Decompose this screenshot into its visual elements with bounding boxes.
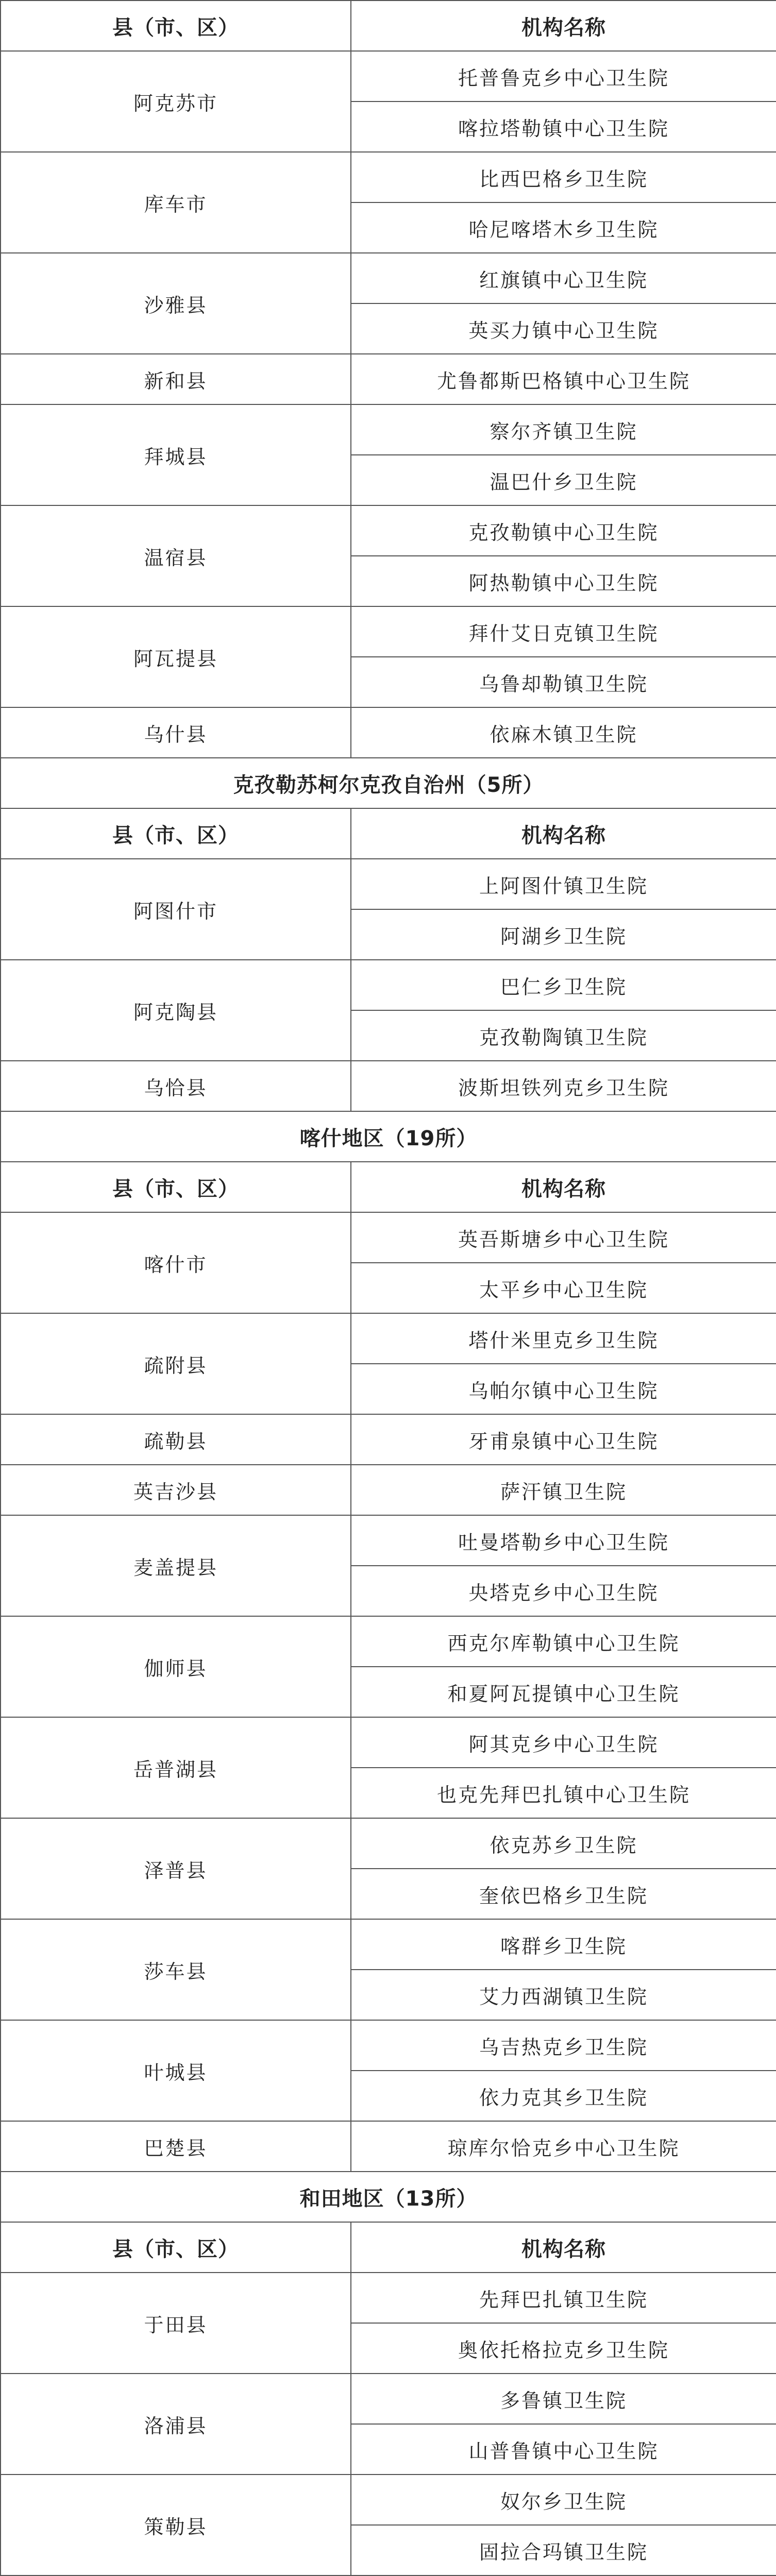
column-header-row <box>1 808 776 859</box>
institution-cell: 山普鲁镇中心卫生院 <box>351 2424 776 2475</box>
institution-cell: 奴尔乡卫生院 <box>351 2475 776 2525</box>
table-row <box>1 1515 776 1566</box>
institution-cell: 和夏阿瓦提镇中心卫生院 <box>351 1667 776 1717</box>
table-row <box>1 1465 776 1515</box>
institution-cell: 萨汗镇卫生院 <box>351 1465 776 1515</box>
table-row <box>1 2121 776 2172</box>
institution-cell: 温巴什乡卫生院 <box>351 455 776 505</box>
county-cell: 麦盖提县 <box>1 1515 351 1616</box>
institution-cell: 英吾斯塘乡中心卫生院 <box>351 1212 776 1263</box>
county-cell: 阿克苏市 <box>1 51 351 152</box>
region-title: 和田地区（13所） <box>1 2172 776 2222</box>
institution-cell: 克孜勒陶镇卫生院 <box>351 1010 776 1061</box>
table-row <box>1 1212 776 1263</box>
table-row <box>1 2374 776 2424</box>
county-cell: 乌什县 <box>1 707 351 758</box>
header-institution: 机构名称 <box>351 1 776 51</box>
institution-cell: 喀拉塔勒镇中心卫生院 <box>351 101 776 152</box>
table-row <box>1 354 776 404</box>
county-cell: 疏附县 <box>1 1313 351 1414</box>
header-county: 县（市、区） <box>1 2222 351 2273</box>
institution-cell: 乌帕尔镇中心卫生院 <box>351 1364 776 1414</box>
institution-cell: 喀群乡卫生院 <box>351 1919 776 1970</box>
region-title-row <box>1 2172 776 2222</box>
county-cell: 阿克陶县 <box>1 960 351 1061</box>
institution-cell: 英买力镇中心卫生院 <box>351 303 776 354</box>
institution-cell: 乌吉热克乡卫生院 <box>351 2020 776 2071</box>
institution-cell: 托普鲁克乡中心卫生院 <box>351 51 776 101</box>
county-cell: 叶城县 <box>1 2020 351 2121</box>
region-title: 喀什地区（19所） <box>1 1111 776 1162</box>
institution-cell: 巴仁乡卫生院 <box>351 960 776 1010</box>
region-title: 克孜勒苏柯尔克孜自治州（5所） <box>1 758 776 808</box>
institution-cell: 先拜巴扎镇卫生院 <box>351 2273 776 2323</box>
county-cell: 岳普湖县 <box>1 1717 351 1818</box>
table-row <box>1 2475 776 2525</box>
county-cell: 疏勒县 <box>1 1414 351 1465</box>
county-cell: 拜城县 <box>1 404 351 505</box>
table-row <box>1 51 776 101</box>
institution-cell: 奎依巴格乡卫生院 <box>351 1869 776 1919</box>
institution-cell: 阿热勒镇中心卫生院 <box>351 556 776 606</box>
table-row <box>1 2273 776 2323</box>
institution-cell: 塔什米里克乡卫生院 <box>351 1313 776 1364</box>
county-cell: 温宿县 <box>1 505 351 606</box>
county-cell: 莎车县 <box>1 1919 351 2020</box>
region-title-row <box>1 758 776 808</box>
institution-cell: 红旗镇中心卫生院 <box>351 253 776 303</box>
table-row <box>1 960 776 1010</box>
county-cell: 于田县 <box>1 2273 351 2374</box>
table-row <box>1 707 776 758</box>
institution-cell: 尤鲁都斯巴格镇中心卫生院 <box>351 354 776 404</box>
institution-cell: 也克先拜巴扎镇中心卫生院 <box>351 1768 776 1818</box>
institution-cell: 艾力西湖镇卫生院 <box>351 1970 776 2020</box>
institution-cell: 乌鲁却勒镇卫生院 <box>351 657 776 707</box>
institution-cell: 央塔克乡中心卫生院 <box>351 1566 776 1616</box>
county-cell: 英吉沙县 <box>1 1465 351 1515</box>
institution-cell: 哈尼喀塔木乡卫生院 <box>351 202 776 253</box>
column-header-row <box>1 1162 776 1212</box>
county-cell: 喀什市 <box>1 1212 351 1313</box>
table-row <box>1 1616 776 1667</box>
institution-cell: 上阿图什镇卫生院 <box>351 859 776 909</box>
county-cell: 库车市 <box>1 152 351 253</box>
county-cell: 泽普县 <box>1 1818 351 1919</box>
institution-cell: 拜什艾日克镇卫生院 <box>351 606 776 657</box>
county-cell: 伽师县 <box>1 1616 351 1717</box>
institution-cell: 多鲁镇卫生院 <box>351 2374 776 2424</box>
institution-cell: 固拉合玛镇卫生院 <box>351 2525 776 2575</box>
table-row <box>1 1061 776 1111</box>
institution-cell: 吐曼塔勒乡中心卫生院 <box>351 1515 776 1566</box>
county-cell: 洛浦县 <box>1 2374 351 2475</box>
table-row <box>1 152 776 202</box>
header-institution: 机构名称 <box>351 2222 776 2273</box>
table-row <box>1 253 776 303</box>
column-header-row <box>1 2222 776 2273</box>
table-row <box>1 1313 776 1364</box>
institution-cell: 比西巴格乡卫生院 <box>351 152 776 202</box>
county-cell: 策勒县 <box>1 2475 351 2575</box>
table-row <box>1 404 776 455</box>
county-cell: 新和县 <box>1 354 351 404</box>
institution-cell: 阿湖乡卫生院 <box>351 909 776 960</box>
table-row <box>1 1717 776 1768</box>
header-county: 县（市、区） <box>1 1162 351 1212</box>
institution-cell: 依克苏乡卫生院 <box>351 1818 776 1869</box>
table-row <box>1 2020 776 2071</box>
institution-cell: 牙甫泉镇中心卫生院 <box>351 1414 776 1465</box>
header-county: 县（市、区） <box>1 808 351 859</box>
institution-cell: 阿其克乡中心卫生院 <box>351 1717 776 1768</box>
table-row <box>1 1818 776 1869</box>
county-cell: 阿图什市 <box>1 859 351 960</box>
institution-cell: 克孜勒镇中心卫生院 <box>351 505 776 556</box>
table-row <box>1 859 776 909</box>
county-cell: 沙雅县 <box>1 253 351 354</box>
county-cell: 巴楚县 <box>1 2121 351 2172</box>
institution-cell: 察尔齐镇卫生院 <box>351 404 776 455</box>
institution-cell: 太平乡中心卫生院 <box>351 1263 776 1313</box>
table-row <box>1 606 776 657</box>
institution-cell: 奥依托格拉克乡卫生院 <box>351 2323 776 2374</box>
institution-cell: 琼库尔恰克乡中心卫生院 <box>351 2121 776 2172</box>
table-row <box>1 1919 776 1970</box>
table-row <box>1 505 776 556</box>
header-institution: 机构名称 <box>351 808 776 859</box>
table-row <box>1 1414 776 1465</box>
header-institution: 机构名称 <box>351 1162 776 1212</box>
county-cell: 阿瓦提县 <box>1 606 351 707</box>
institution-cell: 波斯坦铁列克乡卫生院 <box>351 1061 776 1111</box>
column-header-row <box>1 1 776 51</box>
header-county: 县（市、区） <box>1 1 351 51</box>
table-body <box>1 1 776 2576</box>
institution-cell: 依力克其乡卫生院 <box>351 2071 776 2121</box>
county-cell: 乌恰县 <box>1 1061 351 1111</box>
institution-cell: 依麻木镇卫生院 <box>351 707 776 758</box>
region-title-row <box>1 1111 776 1162</box>
institution-cell: 西克尔库勒镇中心卫生院 <box>351 1616 776 1667</box>
